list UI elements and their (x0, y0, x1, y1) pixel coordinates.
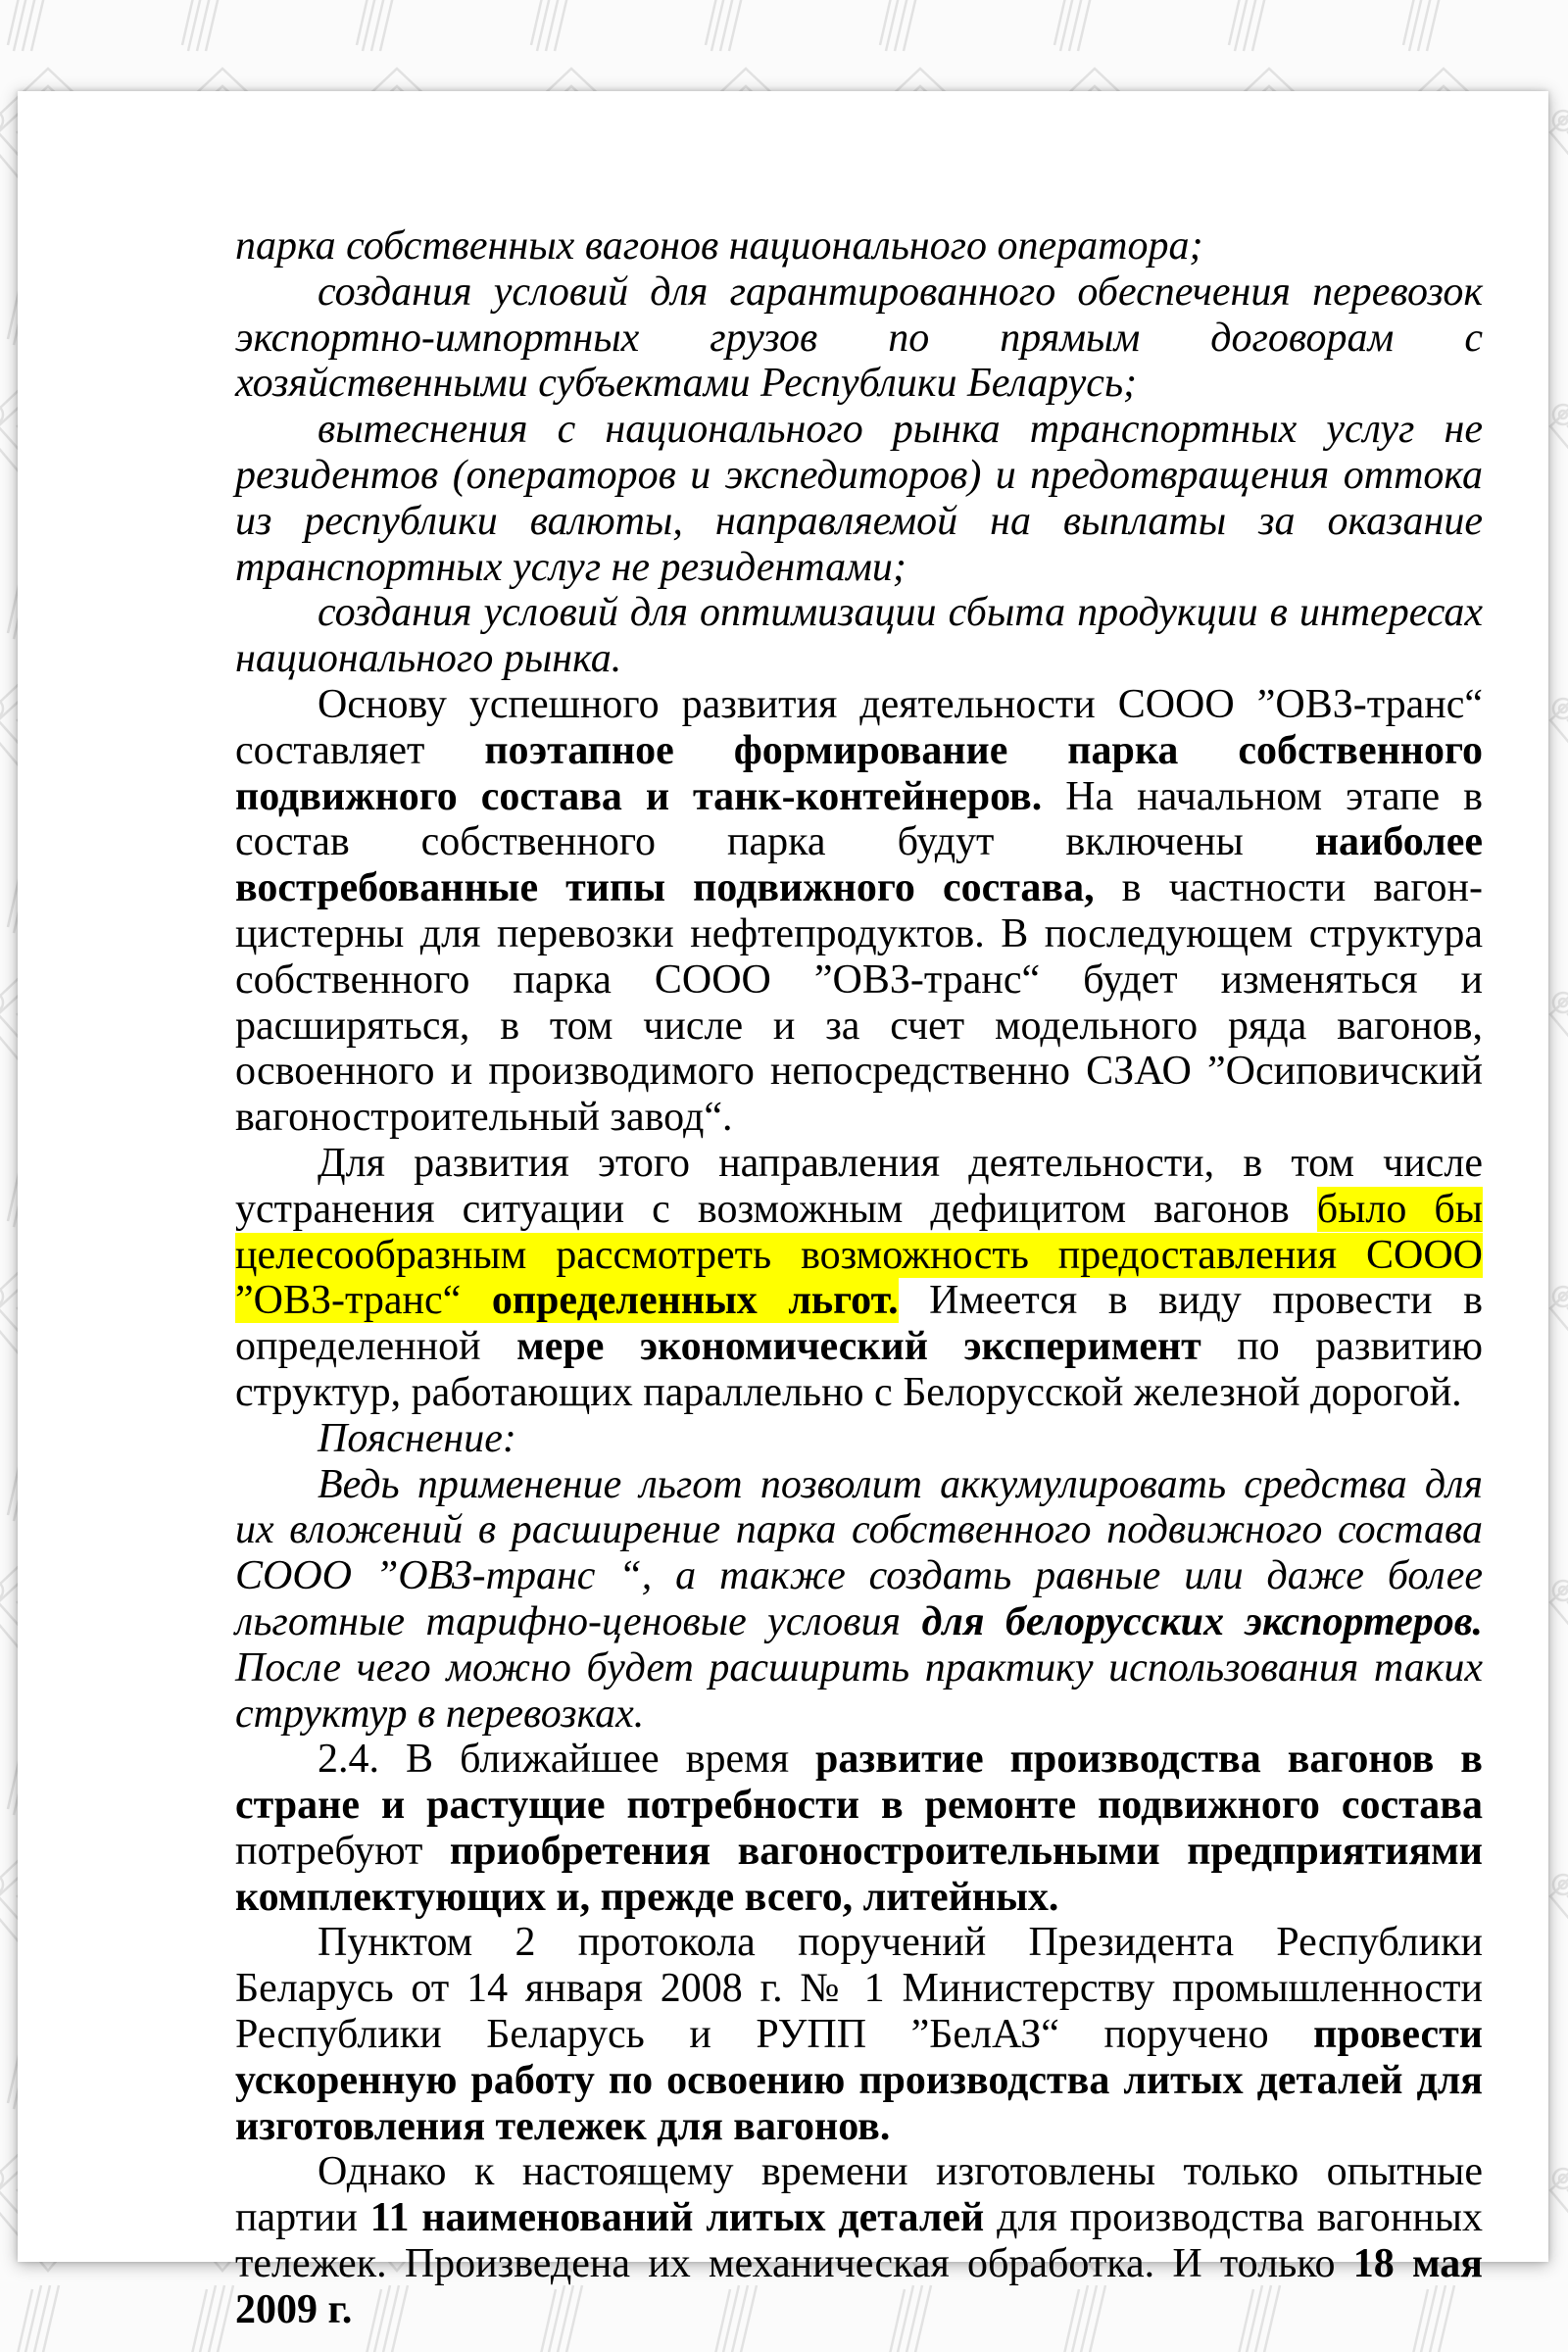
text-run: мере экономический эксперимент (516, 1324, 1201, 1370)
text-run: провести ускоренную работу по освоению производства литых деталей для изготовления тележек для вагонов. (235, 2012, 1483, 2149)
paragraph (235, 407, 1483, 590)
text-run: Пояснение: (318, 1415, 516, 1461)
document-page (18, 91, 1548, 2332)
text-run: Для развития этого направления деятельности, в том числе устранения ситуации с возможным дефицитом вагонов (235, 1140, 1483, 1232)
paragraph (235, 2149, 1483, 2332)
text-run: создания условий для оптимизации сбыта продукции в интересах национального рынка. (235, 590, 1483, 682)
text-run: 11 наименований литых деталей (369, 2195, 985, 2241)
paragraph (235, 1141, 1483, 1416)
text-run: 18 мая 2009 г. (235, 2241, 1483, 2332)
text-run: После чего можно будет расширить практику использования таких структур в перевозках. (235, 1644, 1483, 1737)
text-run: приобретения вагоностроительными предприятиями комплектующих и, прежде всего, литейных. (235, 1828, 1483, 1920)
text-run: Имеется в виду провести в определенной (235, 1278, 1483, 1370)
paragraph (235, 1462, 1483, 1738)
ornament-motif-icon (1531, 2283, 1568, 2352)
paragraph (235, 270, 1483, 407)
text-run: наиболее востребованные типы подвижного состава, (235, 819, 1483, 911)
document-content (235, 223, 1483, 2333)
text-run: создания условий для гарантированного обеспечения перевозок экспортно-импортных грузов по прямым договорам с хозяйственными субъектами Республики Беларусь; (235, 269, 1483, 407)
highlighted-text: было бы целесообразным рассмотреть возможность предоставления СООО ”ОВЗ-транс“ (235, 1186, 1484, 1324)
ornament-motif-icon (0, 2283, 135, 2352)
text-run: Ведь применение льгот позволит аккумулировать средства для их вложений в расширение парка собственного подвижного состава СООО ”ОВЗ-транс “, а также создать равные или даже более льготные тарифно-ценовые условия (235, 1461, 1483, 1644)
text-run: для белорусских экспортеров. (921, 1598, 1483, 1644)
paragraph (235, 1920, 1483, 2149)
text-run: потребуют (235, 1828, 450, 1874)
text-run: Пунктом 2 протокола поручений Президента Республики Беларусь от 14 января 2008 г. № 1 Министерству промышленности Республики Беларусь и РУПП ”БелАЗ“ поручено (235, 1920, 1483, 2058)
paragraph (235, 590, 1483, 682)
text-run: На начальном этапе в состав собственного парка будут включены (235, 773, 1483, 865)
paragraph (235, 223, 1483, 270)
paragraph (235, 1737, 1483, 1920)
paragraph (235, 682, 1483, 1141)
text-run: парка собственных вагонов национального оператора; (235, 223, 1203, 269)
text-run: по развитию структур, работающих параллельно с Белорусской железной дорогой. (235, 1324, 1483, 1415)
text-run: вытеснения с национального рынка транспортных услуг не резидентов (операторов и экспедиторов) и предотвращения оттока из республики валюты, направляемой на выплаты за оказание транспортных услуг не резидентами; (235, 407, 1483, 590)
text-run: Основу успешного развития деятельности СООО ”ОВЗ-транс“ составляет (235, 681, 1483, 773)
text-run: развитие производства вагонов в стране и растущие потребности в ремонте подвижного состава (235, 1737, 1483, 1829)
text-run: поэтапное формирование парка собственного подвижного состава и танк-контейнеров. (235, 727, 1484, 819)
highlighted-text: определенных льгот. (491, 1278, 899, 1324)
text-run: для производства вагонных тележек. Произведена их механическая обработка. И только (235, 2195, 1483, 2287)
text-run: 2.4. В ближайшее время (318, 1737, 816, 1783)
text-run: в частности вагон-цистерны для перевозки нефтепродуктов. В последующем структура собственного парка СООО ”ОВЗ-транс“ будет изменяться и расширяться, в том числе и за счет модельного ряда вагонов, освоенного и производимого непосредственно СЗАО ”Осиповичский вагоностроительный завод“. (235, 865, 1483, 1141)
paragraph (235, 1416, 1483, 1462)
text-run: Однако к настоящему времени изготовлены только опытные партии (235, 2149, 1483, 2241)
